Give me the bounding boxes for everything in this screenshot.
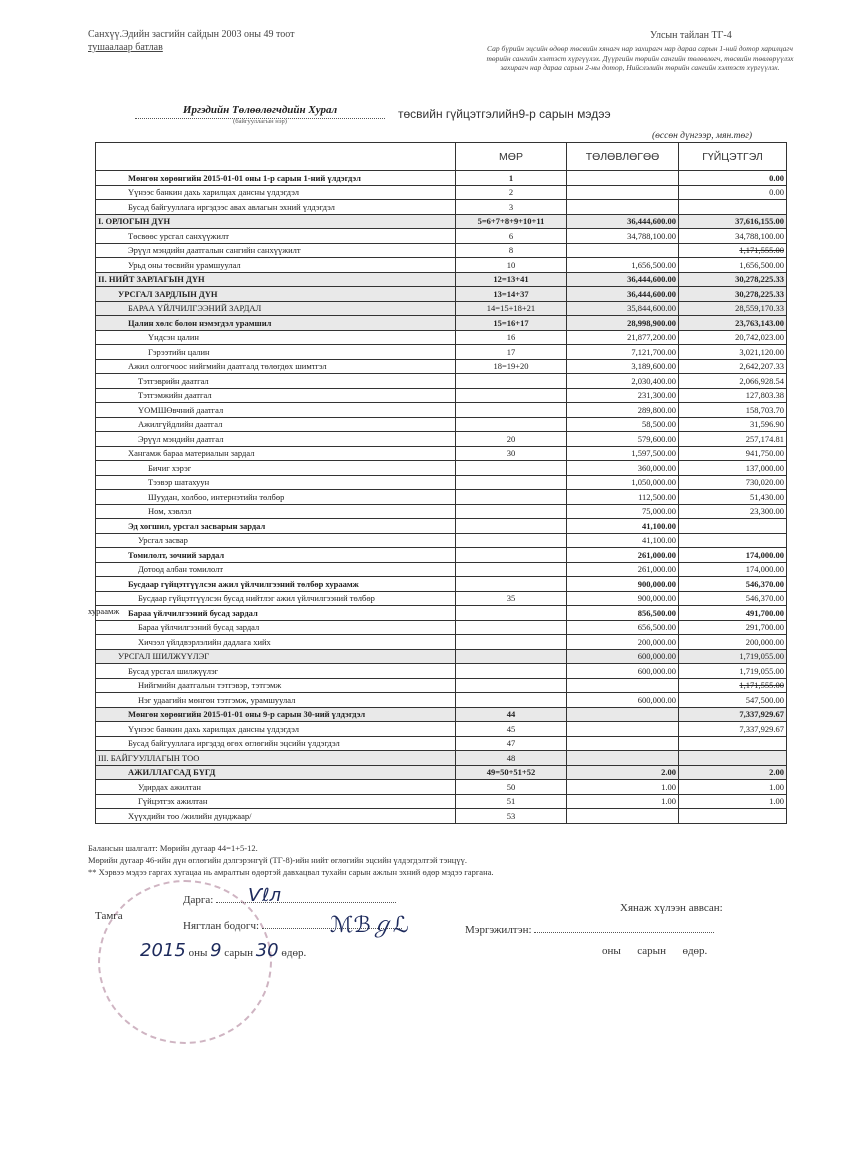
cell-name: Эд хогшил, урсгал засварын зардал [96, 519, 456, 534]
director-line [183, 894, 396, 906]
table-row [96, 432, 787, 447]
table-row [96, 475, 787, 490]
cell-plan [567, 751, 679, 766]
cell-name: Мөнгөн хөрөнгийн 2015-01-01 оны 9-р сарын 30-ний үлдэгдэл [96, 707, 456, 722]
cell-actual: 34,788,100.00 [679, 229, 787, 244]
cell-plan [567, 243, 679, 258]
cell-code [456, 388, 567, 403]
cell-actual: 30,278,225.33 [679, 272, 787, 287]
cell-actual: 7,337,929.67 [679, 707, 787, 722]
table-row [96, 678, 787, 693]
cell-plan: 261,000.00 [567, 562, 679, 577]
cell-plan: 35,844,600.00 [567, 301, 679, 316]
cell-code: 50 [456, 780, 567, 795]
cell-code: 12=13+41 [456, 272, 567, 287]
cell-code: 47 [456, 736, 567, 751]
cell-plan: 900,000.00 [567, 591, 679, 606]
footnotes [88, 842, 494, 878]
cell-name: Урьд оны төсвийн урамшуулал [96, 258, 456, 273]
cell-name: III. БАЙГУУЛЛАГЫН ТОО [96, 751, 456, 766]
cell-actual: 2.00 [679, 765, 787, 780]
table-row [96, 272, 787, 287]
cell-actual: 37,616,155.00 [679, 214, 787, 229]
table-row [96, 446, 787, 461]
accountant-label: Нягтлан бодогч: [183, 920, 260, 932]
table-row [96, 403, 787, 418]
director-signature-icon: Ѵℓᴫ [248, 885, 282, 906]
cell-name: Ажилгүйдлийн даатгал [96, 417, 456, 432]
cell-name: АЖИЛЛАГСАД БҮГД [96, 765, 456, 780]
organization-caption: (байгууллагын нэр) [233, 118, 287, 125]
cell-actual: 730,020.00 [679, 475, 787, 490]
cell-code: 48 [456, 751, 567, 766]
cell-name: Тэтгэврийн даатгал [96, 374, 456, 389]
cell-plan: 28,998,900.00 [567, 316, 679, 331]
table-row [96, 693, 787, 708]
table-row [96, 359, 787, 374]
report-table [95, 142, 787, 824]
table-row [96, 765, 787, 780]
table-row [96, 243, 787, 258]
cell-name: Хангамж бараа материалын зардал [96, 446, 456, 461]
cell-name: Бусад урсгал шилжүүлэг [96, 664, 456, 679]
cell-code [456, 649, 567, 664]
cell-actual: 200,000.00 [679, 635, 787, 650]
cell-plan: 579,600.00 [567, 432, 679, 447]
cell-code: 13=14+37 [456, 287, 567, 302]
cell-name: Эрүүл мэндийн даатгал [96, 432, 456, 447]
table-row [96, 504, 787, 519]
cell-plan: 360,000.00 [567, 461, 679, 476]
table-row [96, 171, 787, 186]
table-row [96, 722, 787, 737]
table-row [96, 707, 787, 722]
cell-actual: 51,430.00 [679, 490, 787, 505]
table-row [96, 620, 787, 635]
cell-code [456, 533, 567, 548]
cell-name: Тээвэр шатахуун [96, 475, 456, 490]
cell-actual: 2,066,928.54 [679, 374, 787, 389]
cell-plan: 34,788,100.00 [567, 229, 679, 244]
cell-code [456, 577, 567, 592]
cell-plan [567, 185, 679, 200]
cell-plan: 856,500.00 [567, 606, 679, 621]
cell-plan: 1,597,500.00 [567, 446, 679, 461]
cell-actual: 3,021,120.00 [679, 345, 787, 360]
table-row [96, 736, 787, 751]
organization-name: Иргэдийн Төлөөлөгчдийн Хурал [135, 104, 385, 119]
table-row [96, 780, 787, 795]
cell-name: Үүнээс банкин дахь харилцах дансны үлдэгдэл [96, 185, 456, 200]
cell-code: 2 [456, 185, 567, 200]
cell-code: 30 [456, 446, 567, 461]
cell-actual [679, 751, 787, 766]
cell-plan: 3,189,600.00 [567, 359, 679, 374]
form-title: Улсын тайлан ТГ-4 [650, 30, 732, 41]
table-row [96, 649, 787, 664]
cell-name: Гэрээтийн цалин [96, 345, 456, 360]
table-row [96, 606, 787, 621]
cell-actual: 174,000.00 [679, 562, 787, 577]
cell-code [456, 403, 567, 418]
date-day: 30 [255, 940, 279, 961]
cell-code: 18=19+20 [456, 359, 567, 374]
cell-actual: 0.00 [679, 171, 787, 186]
cell-actual: 137,000.00 [679, 461, 787, 476]
table-row [96, 591, 787, 606]
cell-code: 51 [456, 794, 567, 809]
cell-code [456, 374, 567, 389]
cell-name: Нийгмийн даатгалын тэтгэвэр, тэтгэмж [96, 678, 456, 693]
table-row [96, 200, 787, 215]
cell-name: Бараа үйлчилгээний бусад зардал [96, 606, 456, 621]
cell-code: 16 [456, 330, 567, 345]
cell-name: УРСГАЛ ШИЛЖҮҮЛЭГ [96, 649, 456, 664]
cell-actual: 941,750.00 [679, 446, 787, 461]
cell-plan [567, 736, 679, 751]
unit-note: (өссөн дүнгээр, мян.төг) [652, 131, 753, 141]
cell-actual: 28,559,170.33 [679, 301, 787, 316]
cell-plan: 2.00 [567, 765, 679, 780]
cell-code [456, 490, 567, 505]
cell-plan: 41,100.00 [567, 519, 679, 534]
cell-code [456, 417, 567, 432]
table-row [96, 374, 787, 389]
cell-name: Удирдах ажилтан [96, 780, 456, 795]
cell-actual [679, 519, 787, 534]
header-actual: ГҮЙЦЭТГЭЛ [679, 143, 787, 171]
director-label: Дарга: [183, 894, 214, 906]
table-row [96, 533, 787, 548]
cell-code: 6 [456, 229, 567, 244]
cell-code [456, 504, 567, 519]
cell-actual: 23,300.00 [679, 504, 787, 519]
cell-actual: 0.00 [679, 185, 787, 200]
footnote-1: Балансын шалгалт: Мөрийн дугаар 44=1+5-12. [88, 843, 258, 853]
table-row [96, 794, 787, 809]
cell-code: 1 [456, 171, 567, 186]
table-row [96, 548, 787, 563]
cell-code [456, 548, 567, 563]
table-row [96, 664, 787, 679]
cell-code: 14=15+18+21 [456, 301, 567, 316]
cell-actual: 20,742,023.00 [679, 330, 787, 345]
cell-plan: 7,121,700.00 [567, 345, 679, 360]
cell-code: 10 [456, 258, 567, 273]
cell-actual: 547,500.00 [679, 693, 787, 708]
cell-name: Ном, хэвлэл [96, 504, 456, 519]
cell-name: Мөнгөн хөрөнгийн 2015-01-01 оны 1-р сарын 1-ний үлдэгдэл [96, 171, 456, 186]
cell-name: БАРАА ҮЙЛЧИЛГЭЭНИЙ ЗАРДАЛ [96, 301, 456, 316]
cell-actual: 1.00 [679, 794, 787, 809]
cell-plan: 112,500.00 [567, 490, 679, 505]
cell-name: Бусдаар гүйцэтгүүлсэн ажил үйлчилгээний төлбөр хураамж [96, 577, 456, 592]
cell-plan: 231,300.00 [567, 388, 679, 403]
cell-name: Урсгал засвар [96, 533, 456, 548]
cell-code: 44 [456, 707, 567, 722]
table-row [96, 229, 787, 244]
cell-plan: 200,000.00 [567, 635, 679, 650]
cell-name: Үндсэн цалин [96, 330, 456, 345]
cell-plan: 656,500.00 [567, 620, 679, 635]
cell-actual: 30,278,225.33 [679, 287, 787, 302]
cell-name: Бусдаар гүйцэтгүүлсэн бусад нийтлэг ажил үйлчилгээний төлбөр [96, 591, 456, 606]
cell-code [456, 693, 567, 708]
cell-name: ҮОМШӨвчний даатгал [96, 403, 456, 418]
cell-name: Бусад байгууллага иргэдээс авах авлагын эхний үлдэгдэл [96, 200, 456, 215]
date-year-suffix: оны [188, 947, 208, 959]
table-row [96, 751, 787, 766]
cell-plan: 36,444,600.00 [567, 272, 679, 287]
cell-name: Шуудан, холбоо, интернэтийн төлбөр [96, 490, 456, 505]
cell-name: I. ОРЛОГЫН ДҮН [96, 214, 456, 229]
table-row [96, 577, 787, 592]
cell-name: Бусад байгууллага иргэдэд өгөх өглөгийн эцсийн үлдэгдэл [96, 736, 456, 751]
cell-actual: 546,370.00 [679, 577, 787, 592]
cell-plan [567, 809, 679, 824]
cell-code [456, 562, 567, 577]
cell-name: Ажил олгогчоос нийгмийн даатгалд төлөгдөх шимтгэл [96, 359, 456, 374]
cell-code: 15=16+17 [456, 316, 567, 331]
cell-plan: 1.00 [567, 780, 679, 795]
table-row [96, 417, 787, 432]
stamp-label: Тамга [95, 910, 123, 922]
cell-plan [567, 678, 679, 693]
cell-name: Тэтгэмжийн даатгал [96, 388, 456, 403]
specialist-signature-line [534, 932, 714, 933]
cell-code [456, 620, 567, 635]
cell-plan: 36,444,600.00 [567, 214, 679, 229]
cell-actual [679, 736, 787, 751]
cell-plan: 41,100.00 [567, 533, 679, 548]
cell-actual [679, 200, 787, 215]
cell-name: Эрүүл мэндийн даатгалын сангийн санхүүжилт [96, 243, 456, 258]
cell-name: Төсвөөс урсгал санхүүжилт [96, 229, 456, 244]
cell-code [456, 678, 567, 693]
cell-name: Хүүхдийн тоо /жилийн дунджаар/ [96, 809, 456, 824]
cell-name: II. НИЙТ ЗАРЛАГЫН ДҮН [96, 272, 456, 287]
cell-actual: 491,700.00 [679, 606, 787, 621]
table-row [96, 185, 787, 200]
blank-date: оны сарын өдөр. [602, 945, 708, 957]
cell-code [456, 606, 567, 621]
cell-plan: 58,500.00 [567, 417, 679, 432]
table-row [96, 287, 787, 302]
cell-actual: 127,803.38 [679, 388, 787, 403]
cell-code [456, 664, 567, 679]
footnote-3: ** Хэрвээ мэдээ гаргах хугацаа нь амралтын өдөртэй давхацвал тухайн сарын ажлын эхний өдөр мэдээ гаргана. [88, 867, 494, 877]
cell-plan: 289,800.00 [567, 403, 679, 418]
cell-actual: 1,719,055.00 [679, 649, 787, 664]
cell-plan: 261,000.00 [567, 548, 679, 563]
cell-actual [679, 809, 787, 824]
approval-line-2: тушаалаар батлав [88, 42, 163, 53]
footnote-2: Мөрийн дугаар 46-ийн дүн өглөгийн дэлгэрэнгүй (ТГ-8)-ийн нийт өглөгийн эцсийн үлдэгдэлтэй тэнцүү. [88, 855, 467, 865]
overflow-word: хураамж [88, 606, 120, 616]
approval-note [88, 28, 295, 54]
cell-code: 49=50+51+52 [456, 765, 567, 780]
header-code: МӨР [456, 143, 567, 171]
cell-plan [567, 707, 679, 722]
cell-plan [567, 722, 679, 737]
cell-actual: 2,642,207.33 [679, 359, 787, 374]
cell-actual: 1.00 [679, 780, 787, 795]
table-row [96, 809, 787, 824]
accountant-signature-icon: ℳℬℊℒ [330, 913, 409, 938]
cell-actual: 1,719,055.00 [679, 664, 787, 679]
cell-plan: 75,000.00 [567, 504, 679, 519]
cell-plan: 600,000.00 [567, 693, 679, 708]
cell-plan: 600,000.00 [567, 664, 679, 679]
cell-plan: 1,656,500.00 [567, 258, 679, 273]
cell-name: Томилолт, зочний зардал [96, 548, 456, 563]
cell-code: 35 [456, 591, 567, 606]
cell-actual: 1,171,555.00 [679, 678, 787, 693]
cell-code: 17 [456, 345, 567, 360]
approval-line-1: Санхүү.Эдийн засгийн сайдын 2003 оны 49 тоот [88, 29, 295, 40]
cell-name: Дотоод албан томилолт [96, 562, 456, 577]
cell-code: 3 [456, 200, 567, 215]
table-row [96, 330, 787, 345]
report-title: төсвийн гүйцэтгэлийн9-р сарын мэдээ [398, 107, 611, 121]
specialist-line [465, 924, 714, 936]
cell-actual: 291,700.00 [679, 620, 787, 635]
table-row [96, 519, 787, 534]
cell-name: Нэг удаагийн мөнгөн тэтгэмж, урамшуулал [96, 693, 456, 708]
table-row [96, 316, 787, 331]
header-plan: ТӨЛӨВЛӨГӨӨ [567, 143, 679, 171]
cell-actual: 158,703.70 [679, 403, 787, 418]
date-day-suffix: өдөр. [281, 947, 307, 959]
cell-code: 8 [456, 243, 567, 258]
cell-actual [679, 533, 787, 548]
table-row [96, 345, 787, 360]
cell-actual: 31,596.90 [679, 417, 787, 432]
cell-code [456, 461, 567, 476]
table-row [96, 490, 787, 505]
cell-actual: 546,370.00 [679, 591, 787, 606]
table-row [96, 635, 787, 650]
cell-plan: 600,000.00 [567, 649, 679, 664]
cell-plan [567, 200, 679, 215]
date-month-suffix: сарын [224, 947, 253, 959]
director-signature-line [216, 902, 396, 903]
cell-actual: 174,000.00 [679, 548, 787, 563]
cell-plan: 2,030,400.00 [567, 374, 679, 389]
cell-actual: 23,763,143.00 [679, 316, 787, 331]
date-year: 2015 [140, 940, 186, 961]
cell-code [456, 475, 567, 490]
specialist-label: Мэргэжилтэн: [465, 924, 532, 936]
table-row [96, 301, 787, 316]
cell-code: 5=6+7+8+9+10+11 [456, 214, 567, 229]
cell-plan: 900,000.00 [567, 577, 679, 592]
cell-plan: 36,444,600.00 [567, 287, 679, 302]
cell-code: 20 [456, 432, 567, 447]
cell-name: Хичээл үйлдвэрлэлийн дадлага хийх [96, 635, 456, 650]
form-instructions: Сар бүрийн эцсийн өдөөр төсвийн хянагч нар захирагч нар дараа сарын 1-ний дотор харилцагч төрийн сангийн хэлтэст хүргүүлэх. Дүүргийн төрийн сангийн төлөвлөгч, төсвийн төвлөрүүлэх захирагч нар дараа сарын 2-ны дотор, Нийслэлийн төрийн сангийн хэлтэст хүргүүлэх. [486, 44, 794, 72]
table-row [96, 388, 787, 403]
cell-code [456, 519, 567, 534]
table-row [96, 461, 787, 476]
cell-actual: 257,174.81 [679, 432, 787, 447]
cell-name: Цалин хөлс болон нэмэгдэл урамшил [96, 316, 456, 331]
cell-name: Үүнээс банкин дахь харилцах дансны үлдэгдэл [96, 722, 456, 737]
cell-name: Бараа үйлчилгээний бусад зардал [96, 620, 456, 635]
cell-name: Бичиг хэрэг [96, 461, 456, 476]
header-name [96, 143, 456, 171]
date-month: 9 [210, 940, 222, 961]
table-row [96, 562, 787, 577]
cell-code: 45 [456, 722, 567, 737]
reviewed-label: Хянаж хүлээн аввсан: [620, 902, 723, 914]
cell-code [456, 635, 567, 650]
cell-actual: 1,656,500.00 [679, 258, 787, 273]
cell-name: УРСГАЛ ЗАРДЛЫН ДҮН [96, 287, 456, 302]
table-row [96, 258, 787, 273]
cell-plan: 21,877,200.00 [567, 330, 679, 345]
cell-name: Гүйцэтгэх ажилтан [96, 794, 456, 809]
cell-plan [567, 171, 679, 186]
table-header-row [96, 143, 787, 171]
table-row [96, 214, 787, 229]
cell-plan: 1,050,000.00 [567, 475, 679, 490]
cell-code: 53 [456, 809, 567, 824]
sign-date [140, 940, 306, 961]
cell-actual: 1,171,555.00 [679, 243, 787, 258]
cell-plan: 1.00 [567, 794, 679, 809]
cell-actual: 7,337,929.67 [679, 722, 787, 737]
